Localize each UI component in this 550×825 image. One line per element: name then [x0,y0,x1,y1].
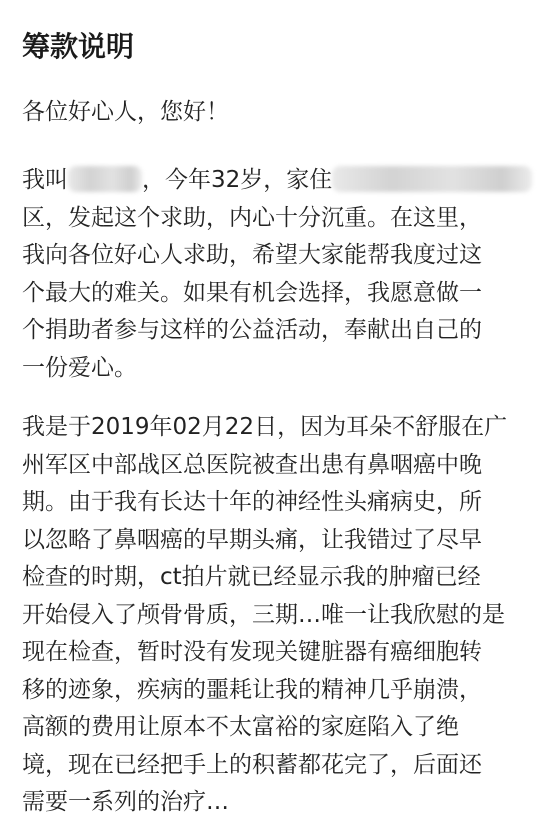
diagnosis-line: 现在检查，暂时没有发现关键脏器有癌细胞转 [22,639,482,665]
intro-line: 个捐助者参与这样的公益活动，奉献出自己的 [22,317,482,343]
intro-line: 一份爱心。 [22,354,137,381]
redacted-name [68,166,142,192]
intro-line [22,162,528,200]
intro-line: 区，发起这个求助，内心十分沉重。在这里， [22,204,482,231]
diagnosis-line: 我是于2019年02月22日，因为耳朵不舒服在广 [22,414,508,440]
diagnosis-line: 期。由于我有长达十年的神经性头痛病史，所 [22,489,482,515]
intro-line-1-start: 我叫 [22,167,68,193]
intro-line: 我向各位好心人求助，希望大家能帮我度过这 [22,242,482,268]
diagnosis-line: 开始侵入了颅骨骨质，三期…唯一让我欣慰的是 [22,601,505,628]
diagnosis-paragraph [22,409,528,822]
diagnosis-line: 境，现在已经把手上的积蓄都花完了，后面还 [22,751,482,778]
diagnosis-line: 需要一系列的治疗… [22,789,229,815]
greeting-text: 各位好心人，您好！ [22,99,229,125]
diagnosis-line: 高额的费用让原本不太富裕的家庭陷入了绝 [22,714,459,740]
intro-line: 个最大的难关。如果有机会选择，我愿意做一 [22,279,482,306]
diagnosis-line: 以忽略了鼻咽癌的早期头痛，让我错过了尽早 [22,526,482,553]
diagnosis-line: 州军区中部战区总医院被查出患有鼻咽癌中晚 [22,451,482,478]
diagnosis-line: 检查的时期，ct拍片就已经显示我的肿瘤已经 [22,564,481,590]
diagnosis-line: 移的迹象，疾病的噩耗让我的精神几乎崩溃， [22,676,482,703]
page-title: 筹款说明 [22,30,135,63]
intro-paragraph [22,162,528,387]
redacted-address [332,166,532,192]
intro-line-1-middle: ，今年32岁，家住 [142,167,333,193]
